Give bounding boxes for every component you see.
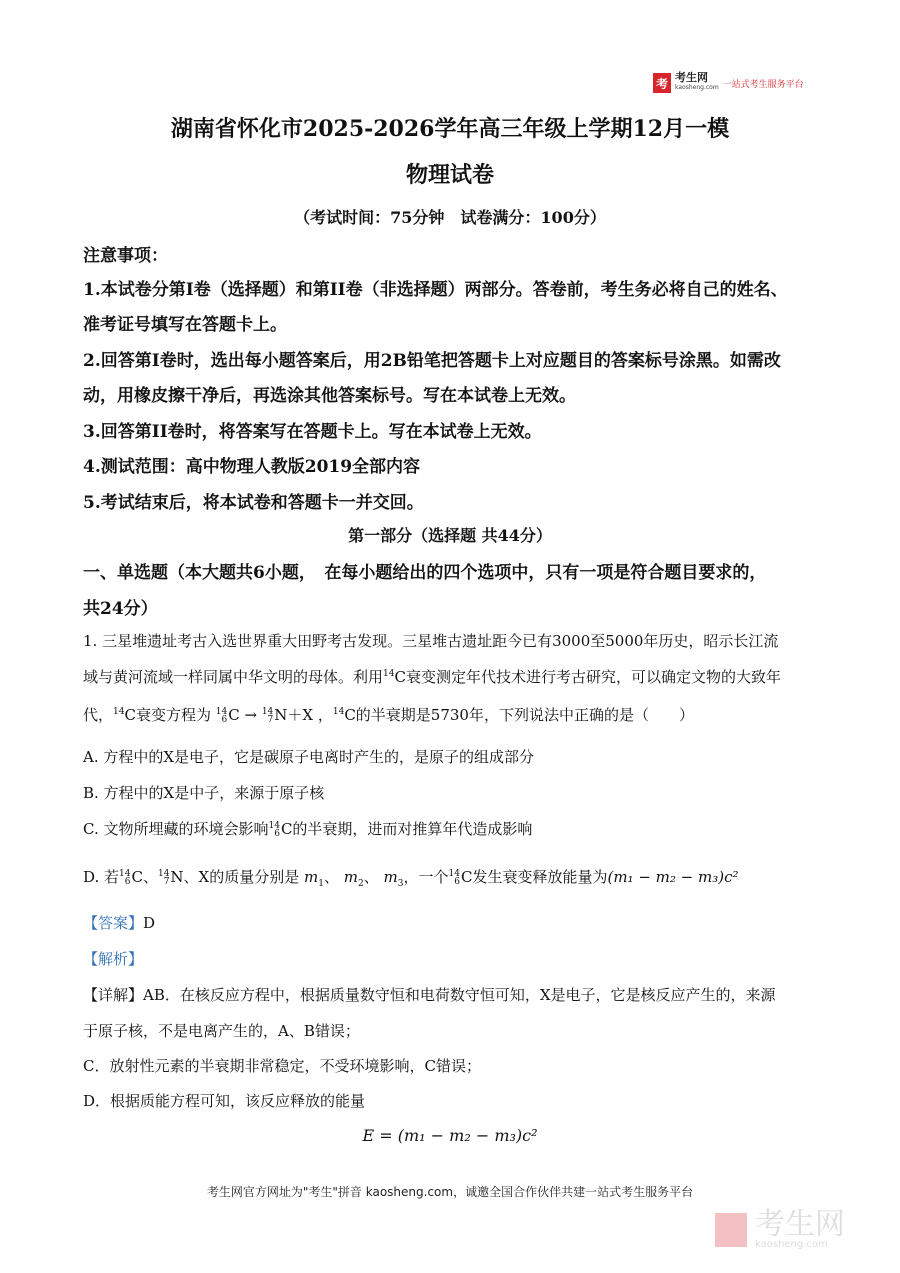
logo-slogan: 一站式考生服务平台 [722,79,804,90]
watermark-logo-icon [715,1213,747,1247]
question-1-stem-line3: 代，$^{14}$C衰变方程为 14 6 C → 14 7 N＋X ，$^{14}$C的半衰期是5730年，下列说法中正确的是（ ） [83,706,694,725]
detail-line: D．根据质能方程可知，该反应释放的能量 [83,1092,366,1110]
answer-line [83,912,155,933]
part1-heading: 第一部分（选择题 共44分） [348,526,552,545]
decay-equation: 14 6 C → 14 7 N＋X [215,706,314,725]
energy-expression: (m₁ − m₂ − m₃)c² [607,868,739,886]
notice-line: 动，用橡皮擦干净后，再选涂其他答案标号。写在本试卷上无效。 [83,386,576,406]
notice-heading: 注意事项： [83,246,168,266]
notice-line: 4.测试范围：高中物理人教版2019全部内容 [83,457,421,477]
logo-url: kaosheng.com [675,84,719,91]
exam-info: （考试时间：75分钟 试卷满分：100分） [294,208,606,227]
option-a[interactable]: A. 方程中的X是电子，它是碳原子电离时产生的，是原子的组成部分 [83,748,535,766]
option-b[interactable]: B. 方程中的X是中子，来源于原子核 [83,784,325,802]
option-d[interactable]: D. 若 14 6 C、 14 7 N、X的质量分别是 $m_1$、 $m_2$、 $m_3$，一个 14 6 C发生衰变释放能量为(m₁ − m₂ − m₃)c² [83,868,739,889]
analysis-tag: 【解析】 [83,950,144,968]
section-heading: 一、单选题（本大题共6小题， 在每小题给出的四个选项中，只有一项是符合题目要求的， [83,563,767,583]
logo-name: 考生网 [675,71,708,84]
question-1-stem: 1. 三星堆遗址考古入选世界重大田野考古发现。三星堆古遗址距今已有3000至5000年历史，昭示长江流 [83,632,779,650]
detail-line: C．放射性元素的半衰期非常稳定，不受环境影响，C错误； [83,1057,481,1075]
logo-icon: 考 [653,73,671,93]
option-c[interactable]: C. 文物所埋藏的环境会影响 14 6 C的半衰期，进而对推算年代造成影响 [83,820,533,839]
notice-line: 2.回答第I卷时，选出每小题答案后，用2B铅笔把答题卡上对应题目的答案标号涂黑。如需改 [83,351,781,371]
notice-line: 3.回答第II卷时，将答案写在答题卡上。写在本试卷上无效。 [83,422,542,442]
detail-line: 于原子核，不是电离产生的，A、B错误； [83,1022,360,1040]
detail-line: 【详解】AB．在核反应方程中，根据质量数守恒和电荷数守恒可知，X是电子，它是核反应产生的，来源 [83,986,776,1004]
watermark: 考生网 kaosheng.com [715,1210,885,1250]
question-1-stem-line2: 域与黄河流域一样同属中华文明的母体。利用$^{14}$C衰变测定年代技术进行考古研究，可以确定文物的大致年 [83,668,781,686]
answer-tag: 【答案】 [83,914,144,932]
footer-text: 考生网官方网址为"考生"拼音 kaosheng.com，诚邀全国合作伙伴共建一站式考生服务平台 [206,1185,694,1199]
notice-line: 准考证号填写在答题卡上。 [83,315,287,335]
site-logo[interactable] [653,72,804,94]
notice-line: 1.本试卷分第I卷（选择题）和第II卷（非选择题）两部分。答卷前，考生务必将自己的姓名、 [83,280,788,300]
answer-value: D [143,914,156,932]
page-title: 湖南省怀化市2025-2026学年高三年级上学期12月一模 [170,116,730,142]
page-subtitle: 物理试卷 [405,162,494,188]
notice-line: 5.考试结束后，将本试卷和答题卡一并交回。 [83,493,424,513]
energy-formula: E = (m₁ − m₂ − m₃)c² [362,1126,538,1145]
section-heading-cont: 共24分） [83,599,158,619]
